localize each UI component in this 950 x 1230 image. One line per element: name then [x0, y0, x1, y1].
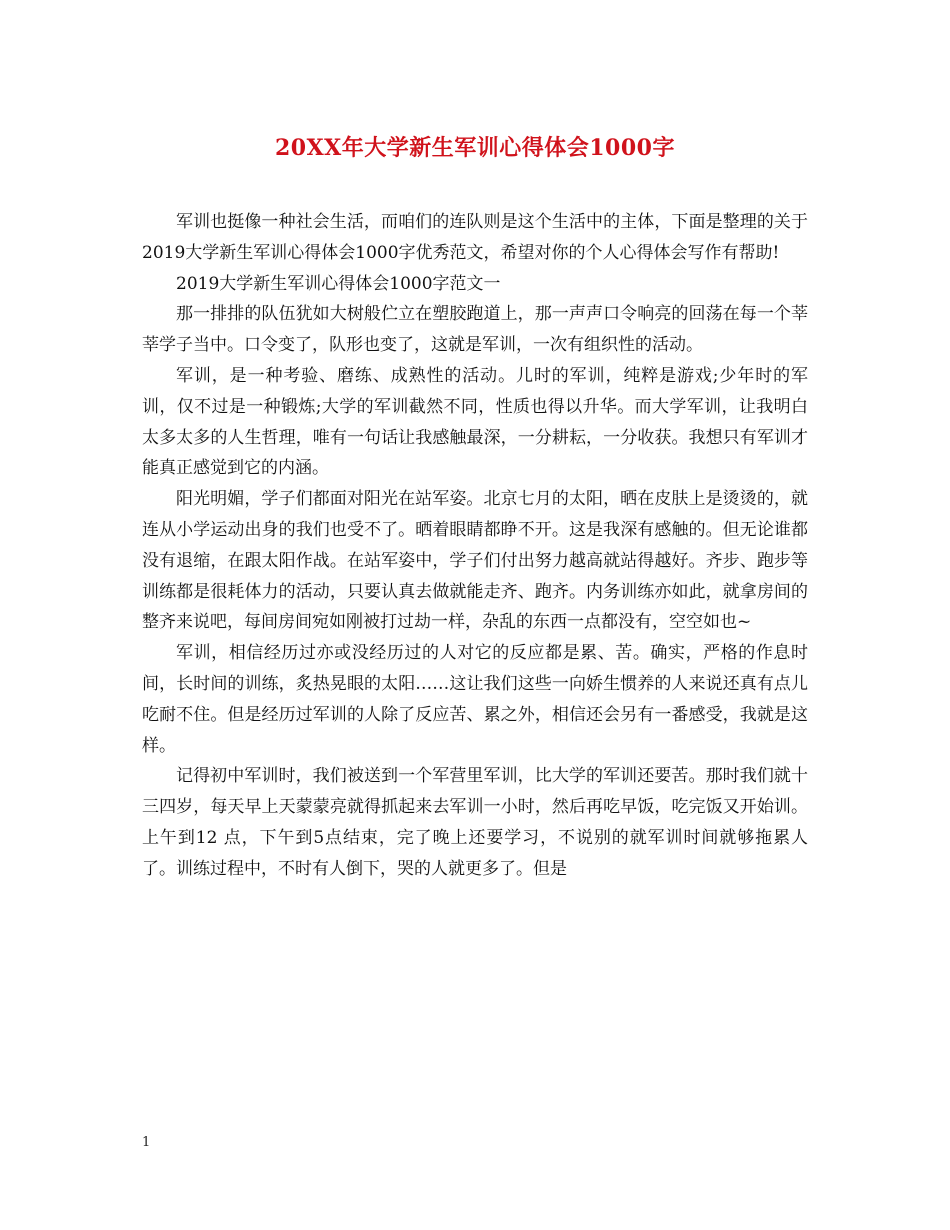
paragraph: 阳光明媚，学子们都面对阳光在站军姿。北京七月的太阳，晒在皮肤上是烫烫的，就连从小学运动出身的我们也受不了。晒着眼睛都睁不开。这是我深有感触的。但无论谁都没有退缩，在跟太阳作战。在站军姿中，学子们付出努力越高就站得越好。齐步、跑步等训练都是很耗体力的活动，只要认真去做就能走齐、跑齐。内务训练亦如此，就拿房间的整齐来说吧，每间房间宛如刚被打过劫一样，杂乱的东西一点都没有，空空如也~ [142, 489, 808, 633]
paragraph: 军训，相信经历过亦或没经历过的人对它的反应都是累、苦。确实，严格的作息时间，长时间的训练，炙热晃眼的太阳……这让我们这些一向娇生惯养的人来说还真有点儿吃耐不住。但是经历过军训的人除了反应苦、累之外，相信还会另有一番感受，我就是这样。 [142, 643, 808, 756]
page-number: 1 [142, 1135, 151, 1150]
paragraph: 那一排排的队伍犹如大树般伫立在塑胶跑道上，那一声声口令响亮的回荡在每一个莘莘学子当中。口令变了，队形也变了，这就是军训，一次有组织性的活动。 [142, 304, 808, 356]
document-title: 20XX年大学新生军训心得体会1000字 [275, 135, 675, 161]
document-body [142, 207, 808, 885]
paragraph: 记得初中军训时，我们被送到一个军营里军训，比大学的军训还要苦。那时我们就十三四岁，每天早上天蒙蒙亮就得抓起来去军训一小时，然后再吃早饭，吃完饭又开始训。上午到12 点，下午到5点结束，完了晚上还要学习，不说别的就军训时间就够拖累人了。训练过程中，不时有人倒下，哭的人就更多了。但是 [142, 766, 808, 879]
paragraph-section-heading: 2019大学新生军训心得体会1000字范文一 [176, 273, 501, 294]
paragraph: 军训，是一种考验、磨练、成熟性的活动。儿时的军训，纯粹是游戏;少年时的军训，仅不过是一种锻炼;大学的军训截然不同，性质也得以升华。而大学军训，让我明白太多太多的人生哲理，唯有一句话让我感触最深，一分耕耘，一分收获。我想只有军训才能真正感觉到它的内涵。 [142, 365, 808, 479]
paragraph-intro: 军训也挺像一种社会生活，而咱们的连队则是这个生活中的主体，下面是整理的关于2019大学新生军训心得体会1000字优秀范文，希望对你的个人心得体会写作有帮助! [142, 212, 808, 263]
